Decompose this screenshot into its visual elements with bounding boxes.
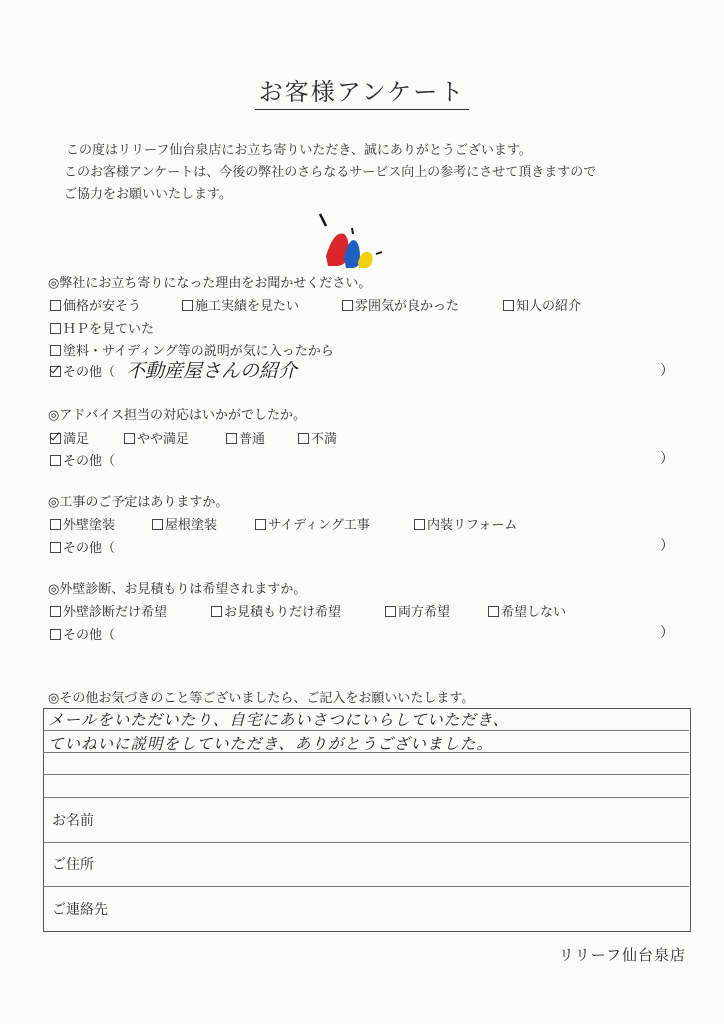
q1-option-4[interactable]	[503, 295, 581, 314]
checkbox[interactable]	[414, 519, 425, 530]
q2-option-2-label: やや満足	[137, 432, 190, 447]
q2-option-4[interactable]	[298, 428, 337, 447]
checkbox[interactable]	[50, 300, 61, 311]
checkbox[interactable]	[50, 519, 61, 530]
q1-option-5[interactable]	[50, 318, 154, 337]
comment-line-rule-3	[43, 774, 689, 775]
q1-option-2[interactable]	[182, 295, 299, 314]
q1-other-close: ）	[660, 363, 674, 379]
q2-other-label: その他（	[63, 454, 116, 469]
checkbox[interactable]	[124, 433, 135, 444]
q3-other[interactable]	[50, 537, 115, 556]
checkbox-checked[interactable]	[50, 366, 61, 377]
q3-option-2[interactable]	[152, 514, 217, 533]
comment-line-rule-1	[43, 730, 689, 731]
q1-option-3-label: 雰囲気が良かった	[355, 299, 460, 314]
q4-other[interactable]	[50, 624, 115, 643]
checkbox-checked[interactable]	[50, 433, 61, 444]
q4-option-1[interactable]	[50, 601, 167, 620]
q4-option-3[interactable]	[385, 601, 450, 620]
page-title	[0, 72, 724, 110]
q4-option-2[interactable]	[211, 601, 341, 620]
checkbox[interactable]	[503, 300, 514, 311]
intro-line-2: このお客様アンケートは、今後の弊社のさらなるサービス向上の参考にさせて頂きますので	[64, 165, 597, 180]
q2-option-2[interactable]	[124, 428, 189, 447]
comment-handwritten-line-2[interactable]: ていねいに説明をしていただき、ありがとうございました。	[48, 735, 493, 753]
checkbox[interactable]	[385, 606, 396, 617]
q1-other[interactable]	[50, 361, 115, 380]
paint-drops-icon	[314, 210, 388, 272]
q4-other-label: その他（	[63, 628, 116, 643]
checkbox[interactable]	[226, 433, 237, 444]
checkbox[interactable]	[152, 519, 163, 530]
q2-option-1-label: 満足	[63, 432, 90, 447]
checkbox[interactable]	[342, 300, 353, 311]
q3-option-4[interactable]	[414, 514, 517, 533]
q4-option-1-label: 外壁診断だけ希望	[63, 605, 168, 620]
name-field-label: お名前	[52, 813, 94, 829]
address-field-label: ご住所	[52, 857, 94, 873]
checkbox[interactable]	[50, 629, 61, 640]
comment-line-rule-4	[43, 797, 689, 798]
comments-heading: ◎その他お気づきのこと等ございましたら、ご記入をお願いいたします。	[48, 691, 475, 706]
checkbox[interactable]	[50, 345, 61, 356]
intro-line-1: この度はリリーフ仙台泉店にお立ち寄りいただき、誠にありがとうございます。	[66, 143, 532, 158]
q4-heading: ◎外壁診断、お見積もりは希望されますか。	[48, 582, 307, 597]
q3-option-3[interactable]	[255, 514, 370, 533]
q2-other-close: ）	[660, 451, 674, 467]
q1-option-4-label: 知人の紹介	[516, 299, 582, 314]
checkbox[interactable]	[298, 433, 309, 444]
comment-handwritten-line-1[interactable]: メールをいただいたり、自宅にあいさつにいらしていただき、	[48, 711, 510, 729]
q4-option-3-label: 両方希望	[398, 605, 451, 620]
checkbox[interactable]	[488, 606, 499, 617]
logo-stroke-2	[352, 228, 353, 234]
q1-option-5-label: ＨＰを見ていた	[63, 322, 155, 337]
q4-option-4[interactable]	[488, 601, 566, 620]
q2-option-3-label: 普通	[239, 432, 266, 447]
q2-option-3[interactable]	[226, 428, 265, 447]
q4-other-close: ）	[660, 625, 674, 641]
q1-option-1[interactable]	[50, 295, 141, 314]
logo-stroke-3	[376, 252, 382, 254]
store-name-footer: リリーフ仙台泉店	[558, 946, 686, 964]
q1-option-6-label: 塗料・サイディング等の説明が気に入ったから	[63, 344, 334, 359]
q3-option-2-label: 屋根塗装	[165, 518, 218, 533]
q1-option-1-label: 価格が安そう	[63, 299, 142, 314]
checkbox[interactable]	[211, 606, 222, 617]
q3-other-label: その他（	[63, 541, 116, 556]
q3-option-4-label: 内装リフォーム	[427, 518, 518, 533]
contact-field-label: ご連絡先	[52, 902, 108, 918]
page-title-text: お客様アンケート	[255, 72, 470, 110]
q2-other[interactable]	[50, 450, 115, 469]
checkbox[interactable]	[182, 300, 193, 311]
q1-other-handwritten[interactable]: 不動産屋さんの紹介	[126, 360, 298, 382]
logo-yellow-drop	[358, 252, 373, 268]
q4-option-2-label: お見積もりだけ希望	[224, 605, 342, 620]
q1-other-label: その他（	[63, 365, 116, 380]
intro-line-3: ご協力をお願いいたします。	[64, 187, 232, 202]
checkbox[interactable]	[50, 455, 61, 466]
checkbox[interactable]	[50, 606, 61, 617]
checkbox[interactable]	[255, 519, 266, 530]
q2-heading: ◎アドバイス担当の対応はいかがでしたか。	[48, 408, 306, 423]
logo-stroke-1	[320, 214, 326, 226]
field-divider-1	[43, 842, 689, 843]
q2-option-1[interactable]	[50, 428, 89, 447]
q1-option-2-label: 施工実績を見たい	[195, 299, 300, 314]
q3-option-3-label: サイディング工事	[268, 518, 370, 533]
q2-option-4-label: 不満	[311, 432, 338, 447]
q3-option-1[interactable]	[50, 514, 115, 533]
checkbox[interactable]	[50, 323, 61, 334]
q4-option-4-label: 希望しない	[501, 605, 567, 620]
q3-heading: ◎工事のご予定はありますか。	[48, 495, 229, 510]
q3-other-close: ）	[660, 538, 674, 554]
q1-option-3[interactable]	[342, 295, 459, 314]
q1-heading: ◎弊社にお立ち寄りになった理由をお聞かせください。	[48, 276, 372, 291]
field-divider-2	[43, 886, 689, 887]
checkbox[interactable]	[50, 542, 61, 553]
q3-option-1-label: 外壁塗装	[63, 518, 116, 533]
